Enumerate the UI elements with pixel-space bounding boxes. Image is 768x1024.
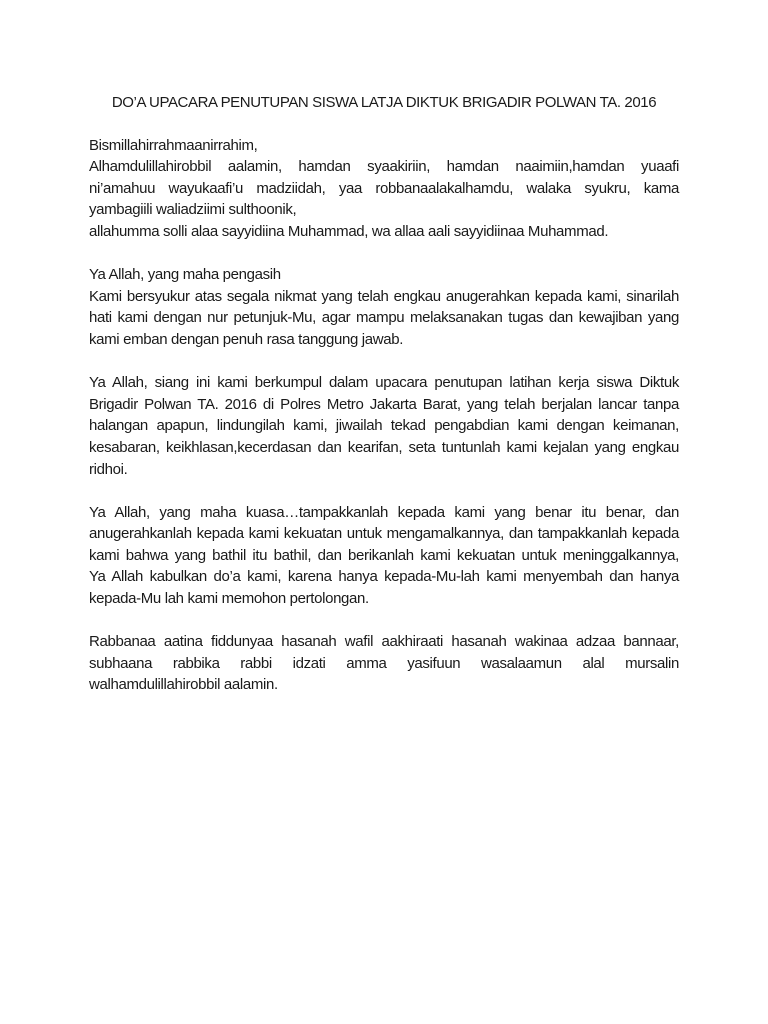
text-line: ridhoi.	[89, 460, 128, 478]
text-line: halangan apapun, lindungilah kami, jiwailah tekad pengabdian kami dengan keimanan,	[89, 417, 679, 435]
text-line: Ya Allah, yang maha kuasa…tampakkanlah kepada kami yang benar itu benar, dan	[89, 503, 679, 521]
paragraph-closing	[89, 631, 679, 696]
text-line: kesabaran, keikhlasan,kecerdasan dan kearifan, seta tuntunlah kami kejalan yang engkau	[89, 438, 679, 456]
text-line: subhaana rabbika rabbi idzati amma yasifuun wasalaamun alal mursalin	[89, 654, 679, 672]
text-line: Rabbanaa aatina fiddunyaa hasanah wafil aakhiraati hasanah wakinaa adzaa bannaar,	[89, 633, 679, 651]
text-line: Brigadir Polwan TA. 2016 di Polres Metro Jakarta Barat, yang telah berjalan lancar tanpa	[89, 395, 679, 413]
text-line: Ya Allah, yang maha pengasih	[89, 266, 281, 284]
text-line: kami emban dengan penuh rasa tanggung jawab.	[89, 330, 404, 348]
text-line: kepada-Mu lah kami memohon pertolongan.	[89, 590, 369, 608]
text-line: Ya Allah kabulkan do’a kami, karena hanya kepada-Mu-lah kami menyembah dan hanya	[89, 568, 679, 586]
paragraph-opening	[89, 135, 679, 243]
text-line: hati kami dengan nur petunjuk-Mu, agar mampu melaksanakan tugas dan kewajiban yang	[89, 309, 679, 327]
document-title: DO’A UPACARA PENUTUPAN SISWA LATJA DIKTUK BRIGADIR POLWAN TA. 2016	[111, 94, 657, 111]
paragraph-ceremony	[89, 372, 679, 480]
text-line: Bismillahirrahmaanirrahim,	[89, 136, 258, 154]
paragraph-gratitude	[89, 264, 679, 350]
paragraph-supplication	[89, 502, 679, 610]
text-line: yambagiili waliadziimi sulthoonik,	[89, 201, 297, 219]
text-line: Alhamdulillahirobbil aalamin, hamdan syaakiriin, hamdan naaimiin,hamdan yuaafi	[89, 158, 679, 176]
text-line: ni’amahuu wayukaafi’u madziidah, yaa robbanaalakalhamdu, walaka syukru, kama	[89, 179, 679, 197]
text-line: walhamdulillahirobbil aalamin.	[89, 676, 278, 694]
text-line: Kami bersyukur atas segala nikmat yang telah engkau anugerahkan kepada kami, sinarilah	[89, 287, 679, 305]
text-line: allahumma solli alaa sayyidiina Muhammad, wa allaa aali sayyidiinaa Muhammad.	[89, 222, 609, 240]
text-line: anugerahkanlah kepada kami kekuatan untuk mengamalkannya, dan tampakkanlah kepada	[89, 525, 679, 543]
text-line: kami bahwa yang bathil itu bathil, dan berikanlah kami kekuatan untuk meninggalkannya,	[89, 546, 679, 564]
text-line: Ya Allah, siang ini kami berkumpul dalam upacara penutupan latihan kerja siswa Diktuk	[89, 374, 679, 392]
